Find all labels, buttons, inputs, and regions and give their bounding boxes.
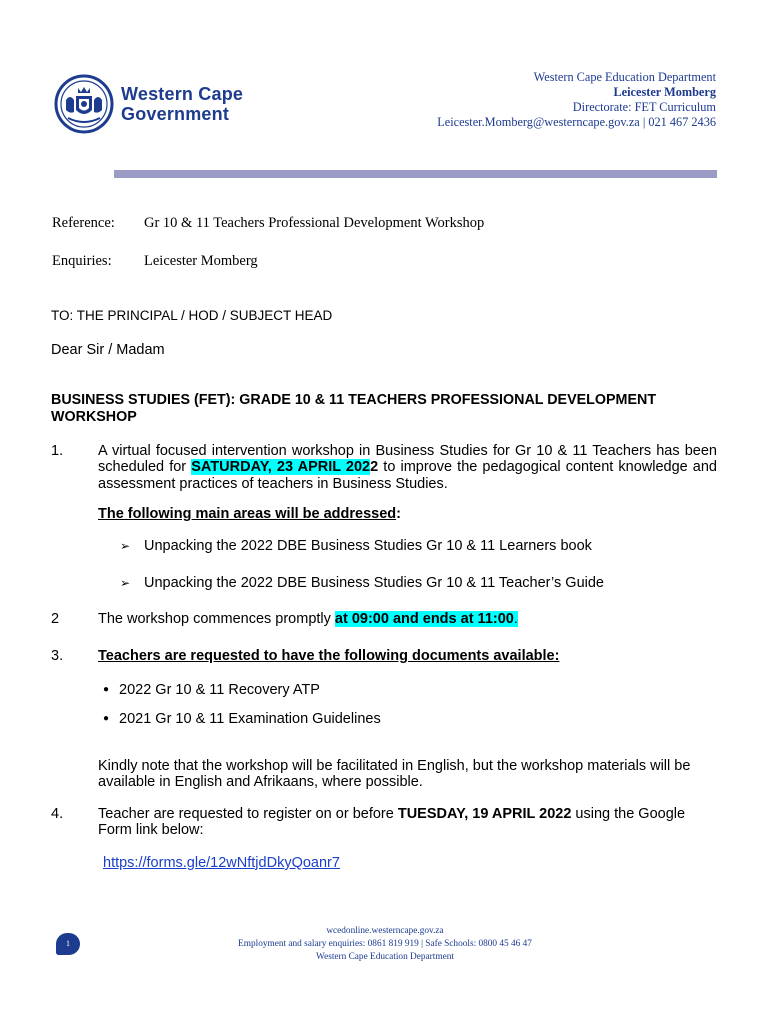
list-item — [120, 575, 604, 591]
salutation: Dear Sir / Madam — [51, 342, 165, 358]
footer-department: Western Cape Education Department — [316, 951, 454, 962]
logo-line-1: Western Cape — [121, 84, 244, 104]
enquiries-value: Leicester Momberg — [144, 253, 258, 269]
enquiries-label: Enquiries: — [52, 253, 112, 269]
bullet-dot-icon: ● — [103, 713, 110, 724]
document-text: 2021 Gr 10 & 11 Examination Guidelines — [119, 711, 381, 727]
workshop-time-highlight: at 09:00 and ends at 11:00 — [334, 611, 514, 627]
google-form-link[interactable]: https://forms.gle/12wNftjdDkyQoanr7 — [103, 855, 340, 871]
reference-value: Gr 10 & 11 Teachers Professional Development Workshop — [144, 215, 485, 231]
item-4-paragraph — [98, 806, 698, 839]
reference-row — [52, 215, 484, 232]
workshop-date-highlight: SATURDAY, 23 APRIL 202 — [191, 459, 371, 476]
list-item — [103, 711, 381, 727]
item-2-text: The workshop commences promptly — [98, 611, 335, 627]
item-4-number: 4. — [51, 806, 64, 822]
registration-deadline: TUESDAY, 19 APRIL 2022 — [397, 806, 572, 822]
item-1-paragraph — [98, 443, 717, 492]
sender-department: Western Cape Education Department — [533, 70, 716, 84]
addressee: TO: THE PRINCIPAL / HOD / SUBJECT HEAD — [51, 308, 333, 323]
wc-government-logo — [54, 74, 264, 134]
areas-subheading-text: The following main areas will be addressed — [98, 506, 397, 522]
item-1-text-b: to improve the pedagogical content knowledge and assessment practices of teachers in Business Studies. — [98, 459, 717, 492]
reference-label: Reference: — [52, 215, 115, 231]
sender-email-phone: Leicester.Momberg@westerncape.gov.za | 021 467 2436 — [437, 115, 716, 129]
areas-subheading — [98, 506, 401, 522]
sender-name: Leicester Momberg — [613, 85, 716, 99]
list-item — [103, 682, 320, 698]
page-number-badge: 1 — [56, 933, 80, 955]
arrow-bullet-icon: ➢ — [120, 539, 131, 553]
enquiries-row — [52, 253, 258, 270]
arrow-bullet-icon: ➢ — [120, 576, 131, 590]
document-text: 2022 Gr 10 & 11 Recovery ATP — [119, 682, 320, 698]
item-4-text-a: Teacher are requested to register on or before — [98, 806, 398, 822]
letter-heading: BUSINESS STUDIES (FET): GRADE 10 & 11 TEACHERS PROFESSIONAL DEVELOPMENT WORKSHOP — [51, 392, 657, 425]
coat-of-arms-icon — [54, 74, 114, 134]
header-divider — [114, 170, 717, 178]
footer — [150, 925, 620, 963]
documents-heading: Teachers are requested to have the following documents available: — [98, 648, 560, 664]
logo-line-2: Government — [121, 104, 230, 124]
area-text: Unpacking the 2022 DBE Business Studies Gr 10 & 11 Teacher’s Guide — [144, 575, 604, 591]
item-1-number: 1. — [51, 443, 64, 459]
areas-subheading-colon: : — [396, 506, 401, 522]
sender-directorate: Directorate: FET Curriculum — [572, 100, 716, 114]
area-text: Unpacking the 2022 DBE Business Studies Gr 10 & 11 Learners book — [144, 538, 592, 554]
bullet-dot-icon: ● — [103, 684, 110, 695]
item-2-paragraph — [98, 611, 518, 627]
workshop-date-tail: 2 — [370, 459, 379, 476]
list-item — [120, 538, 592, 554]
footer-enquiries: Employment and salary enquiries: 0861 819 919 | Safe Schools: 0800 45 46 47 — [238, 938, 532, 949]
item-1-text-a: A virtual focused intervention workshop in Business Studies for Gr 10 & 11 Teachers has been scheduled for — [98, 443, 717, 476]
workshop-time-tail: . — [513, 611, 518, 627]
item-2-number: 2 — [51, 611, 60, 627]
sender-contact-block — [437, 70, 716, 130]
item-3-number: 3. — [51, 648, 64, 664]
footer-website: wcedonline.westerncape.gov.za — [326, 926, 444, 936]
item-4-text-b: using the Google Form link below: — [98, 806, 686, 839]
language-note: Kindly note that the workshop will be facilitated in English, but the workshop materials will be available in English and Afrikaans, where possible. — [98, 758, 691, 791]
